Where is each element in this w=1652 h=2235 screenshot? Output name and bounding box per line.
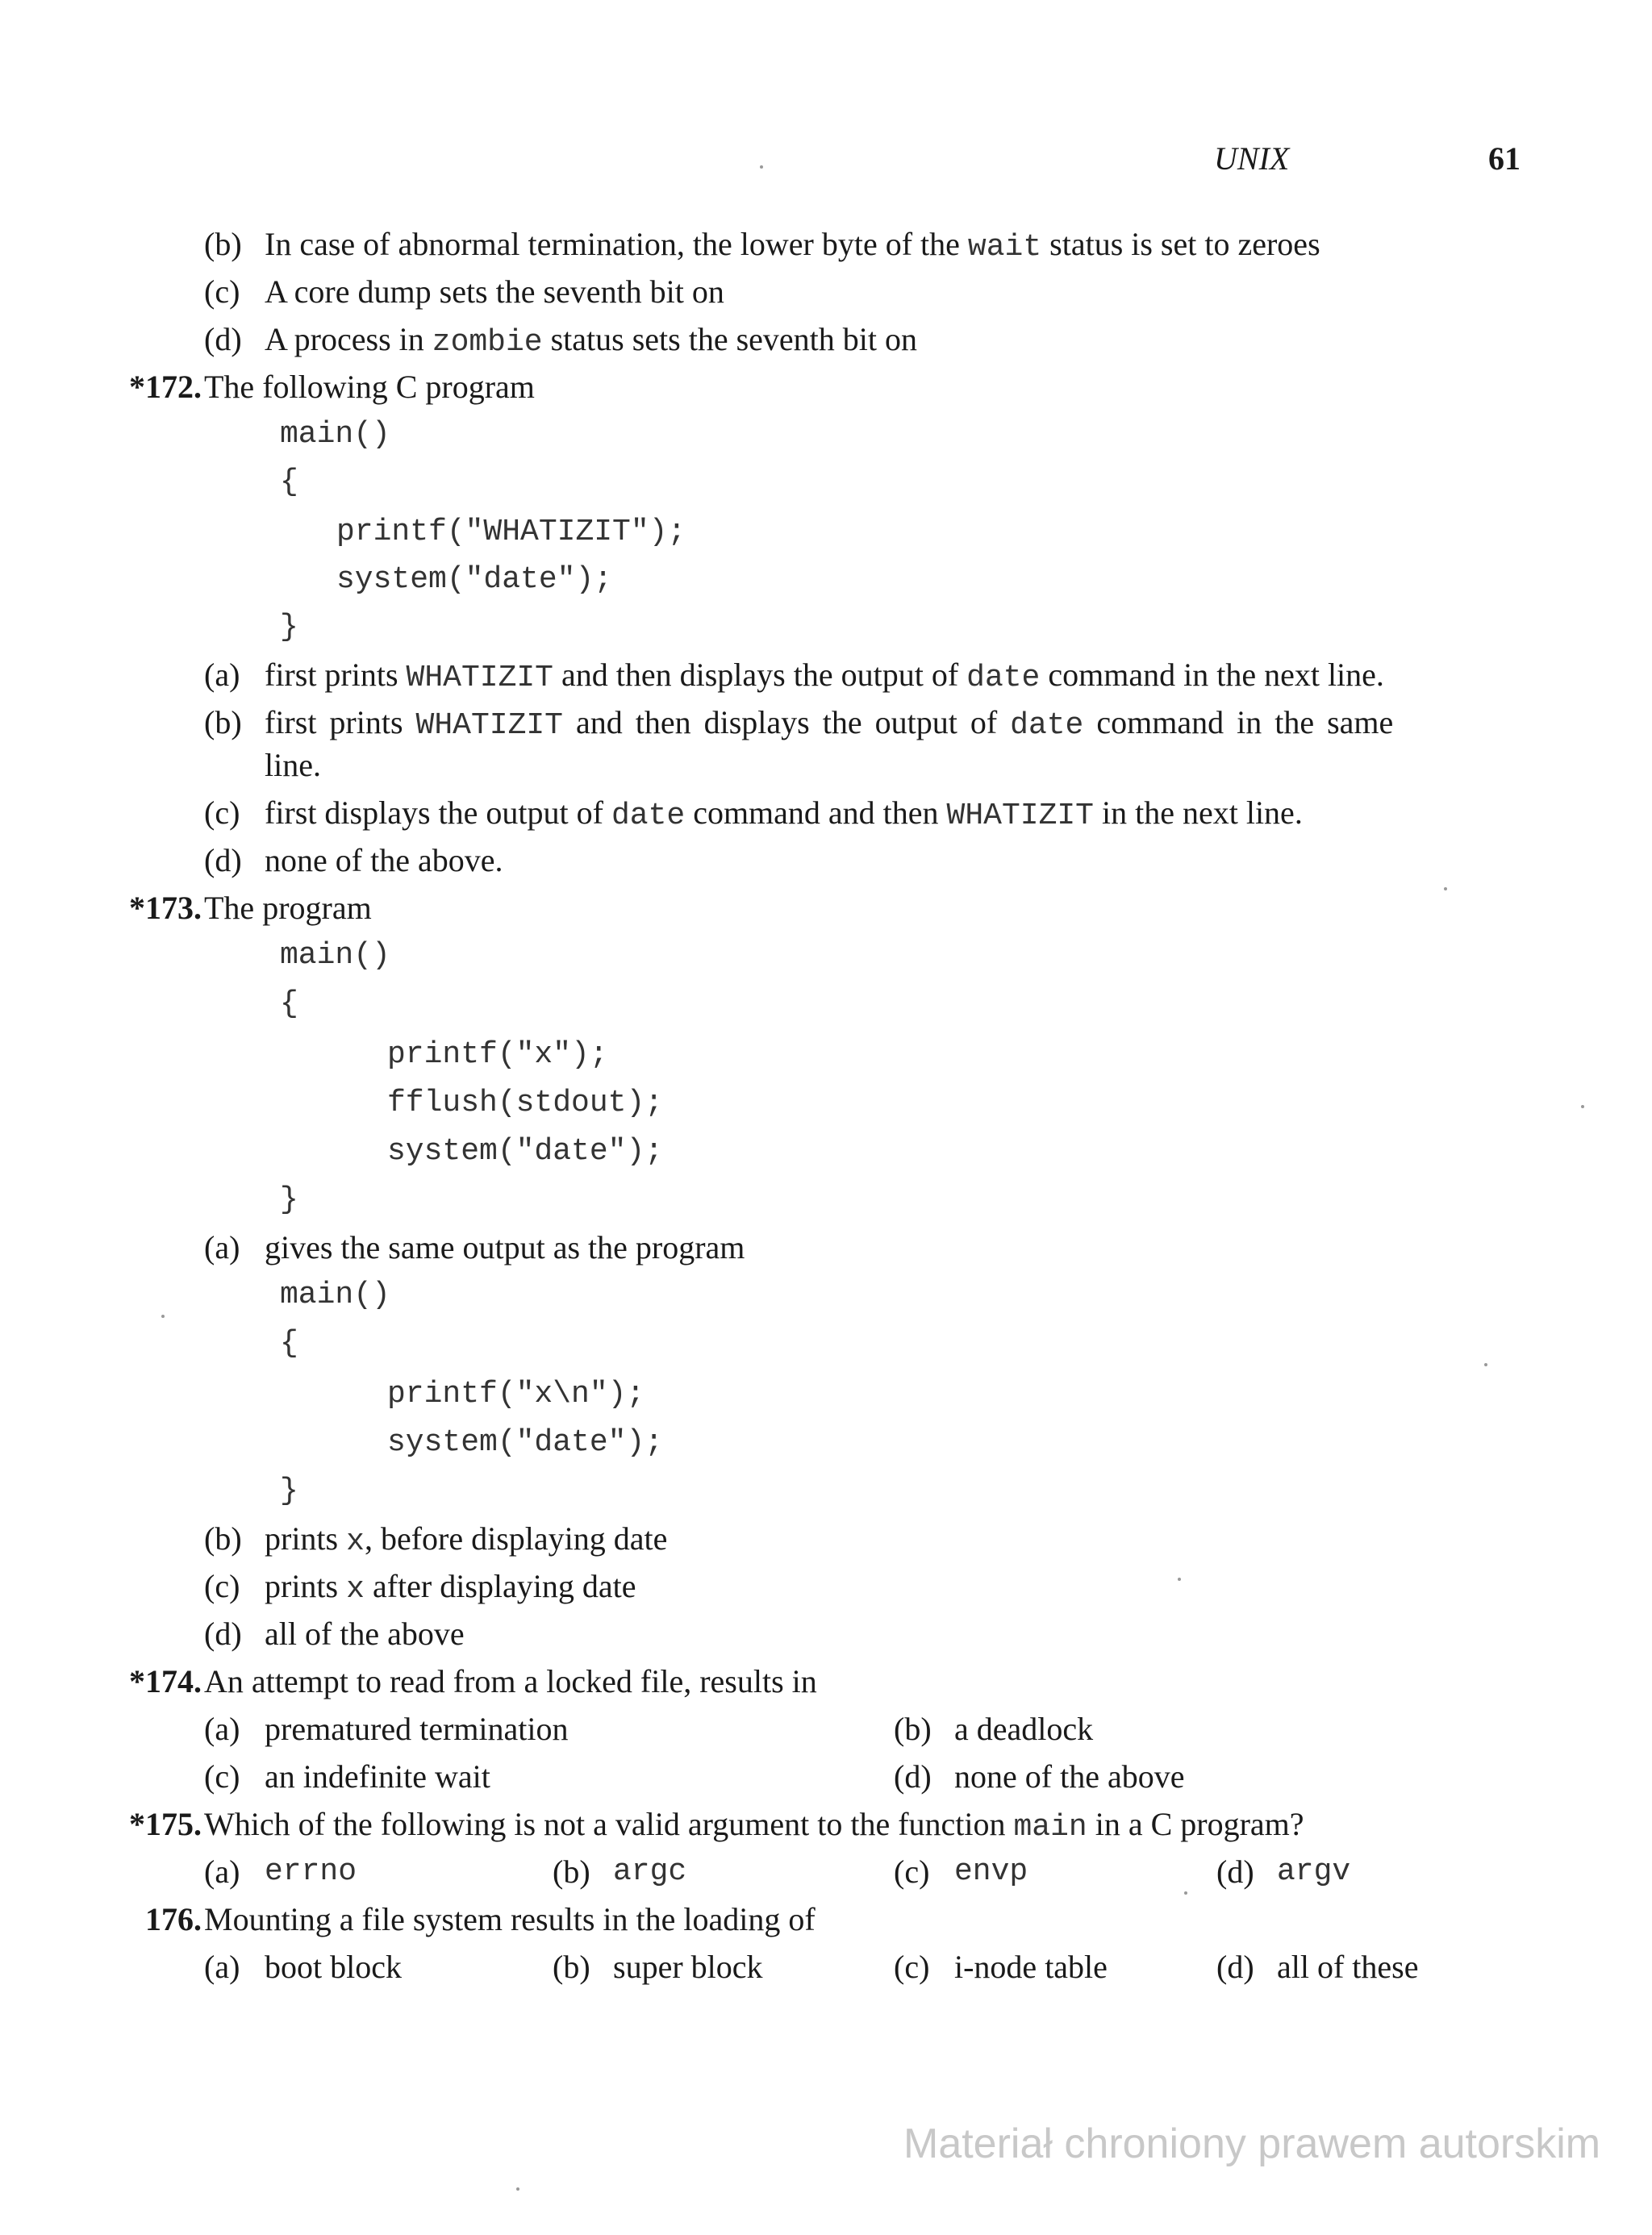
text-run: in a C program? — [1087, 1806, 1304, 1842]
option-text: prematured termination — [265, 1711, 569, 1747]
option-label: (d) — [204, 842, 242, 878]
code-line: { — [280, 1326, 298, 1361]
code-line: system("date"); — [387, 1134, 664, 1169]
code-term: zombie — [432, 325, 543, 360]
option-label: (d) — [204, 1616, 242, 1652]
option-text: argv — [1277, 1854, 1351, 1889]
option-text: A core dump sets the seventh bit on — [265, 273, 724, 310]
question-number: *173. — [129, 890, 202, 926]
scan-speck — [760, 165, 763, 169]
text-run: command in the same — [1083, 704, 1394, 740]
option-text — [265, 703, 1393, 746]
copyright-watermark: Materiał chroniony prawem autorskim — [903, 2120, 1601, 2167]
question-number: 176. — [145, 1901, 202, 1937]
option-label: (b) — [553, 1853, 590, 1890]
code-line: main() — [280, 938, 390, 973]
option-text: none of the above — [954, 1758, 1185, 1795]
option-label: (c) — [204, 273, 240, 310]
text-run: , before displaying date — [364, 1520, 668, 1557]
text-run: after displaying date — [364, 1568, 636, 1604]
option-label: (b) — [204, 226, 242, 262]
option-label: (a) — [204, 1949, 240, 1985]
code-line: system("date"); — [336, 562, 613, 597]
option-text: errno — [265, 1854, 357, 1889]
text-run: prints — [265, 1520, 347, 1557]
text-run: first prints — [265, 704, 416, 740]
option-text: i-node table — [954, 1949, 1108, 1985]
text-run: and then displays the output of — [562, 704, 1011, 740]
text-run: Which of the following is not a valid argument to the function — [204, 1806, 1014, 1842]
text-run: status is set to zeroes — [1041, 226, 1320, 262]
code-term: date — [1010, 708, 1084, 743]
option-label: (b) — [894, 1711, 932, 1747]
option-text: a deadlock — [954, 1711, 1094, 1747]
question-number: *172. — [129, 369, 202, 405]
option-label: (d) — [1216, 1949, 1254, 1985]
option-text: none of the above. — [265, 842, 503, 878]
option-label: (c) — [894, 1853, 930, 1890]
option-text: super block — [613, 1949, 763, 1985]
scan-speck — [1444, 887, 1447, 890]
code-term: date — [611, 799, 686, 833]
option-label: (d) — [894, 1758, 932, 1795]
code-term: main — [1013, 1810, 1087, 1845]
option-label: (a) — [204, 1853, 240, 1890]
text-run: first displays the output of — [265, 794, 611, 831]
option-text — [265, 655, 1384, 698]
option-label: (a) — [204, 1229, 240, 1266]
text-run: command and then — [685, 794, 947, 831]
page-number: 61 — [1488, 140, 1521, 177]
code-line: printf("x"); — [387, 1037, 608, 1072]
option-text — [265, 1566, 636, 1610]
scan-speck — [1184, 1891, 1187, 1895]
code-line: system("date"); — [387, 1425, 664, 1460]
code-line: printf("WHATIZIT"); — [336, 515, 686, 549]
scan-speck — [1581, 1105, 1584, 1108]
option-text — [265, 319, 917, 363]
option-label: (a) — [204, 1711, 240, 1747]
question-stem: The program — [204, 890, 372, 926]
code-line: } — [280, 1182, 298, 1217]
text-run: command in the next line. — [1040, 657, 1384, 693]
option-text: boot block — [265, 1949, 402, 1985]
code-term: date — [966, 661, 1041, 695]
text-run: prints — [265, 1568, 347, 1604]
option-label: (a) — [204, 657, 240, 693]
scan-speck — [161, 1315, 165, 1318]
option-label: (c) — [204, 1758, 240, 1795]
option-text — [265, 1519, 667, 1562]
code-line: } — [280, 610, 298, 644]
code-line: } — [280, 1474, 298, 1508]
code-term: WHATIZIT — [946, 799, 1094, 833]
question-number: *174. — [129, 1663, 202, 1699]
code-term: WHATIZIT — [406, 661, 553, 695]
text-run: In case of abnormal termination, the lower byte of the — [265, 226, 968, 262]
option-text — [265, 224, 1320, 268]
question-number: *175. — [129, 1806, 202, 1842]
scan-speck — [516, 2187, 519, 2191]
code-line: printf("x\n"); — [387, 1377, 645, 1411]
code-term: wait — [967, 230, 1042, 265]
question-stem: An attempt to read from a locked file, results in — [204, 1663, 817, 1699]
option-label: (b) — [553, 1949, 590, 1985]
option-label: (d) — [1216, 1853, 1254, 1890]
code-line: { — [280, 986, 298, 1021]
code-line: { — [280, 465, 298, 499]
question-stem — [204, 1804, 1304, 1848]
question-stem: The following C program — [204, 369, 535, 405]
code-term: WHATIZIT — [415, 708, 563, 743]
code-line: main() — [280, 1278, 390, 1312]
option-label: (b) — [204, 704, 242, 740]
option-text: gives the same output as the program — [265, 1229, 745, 1266]
text-run: A process in — [265, 321, 432, 357]
option-text: all of the above — [265, 1616, 465, 1652]
option-text: an indefinite wait — [265, 1758, 490, 1795]
scan-speck — [1178, 1578, 1181, 1581]
option-text — [265, 793, 1303, 836]
option-text: envp — [954, 1854, 1028, 1889]
option-text-continuation: line. — [265, 747, 321, 783]
code-term: x — [346, 1524, 365, 1559]
code-line: main() — [280, 417, 390, 452]
text-run: status sets the seventh bit on — [542, 321, 917, 357]
option-label: (d) — [204, 321, 242, 357]
scan-speck — [1484, 1363, 1487, 1366]
option-text: all of these — [1277, 1949, 1419, 1985]
question-stem: Mounting a file system results in the loading of — [204, 1901, 816, 1937]
option-label: (c) — [204, 794, 240, 831]
option-label: (c) — [894, 1949, 930, 1985]
text-run: first prints — [265, 657, 407, 693]
option-text: argc — [613, 1854, 687, 1889]
option-label: (c) — [204, 1568, 240, 1604]
code-term: x — [346, 1572, 365, 1607]
option-label: (b) — [204, 1520, 242, 1557]
text-run: in the next line. — [1093, 794, 1303, 831]
code-line: fflush(stdout); — [387, 1086, 664, 1120]
text-run: and then displays the output of — [553, 657, 967, 693]
running-head-title: UNIX — [1214, 140, 1290, 177]
